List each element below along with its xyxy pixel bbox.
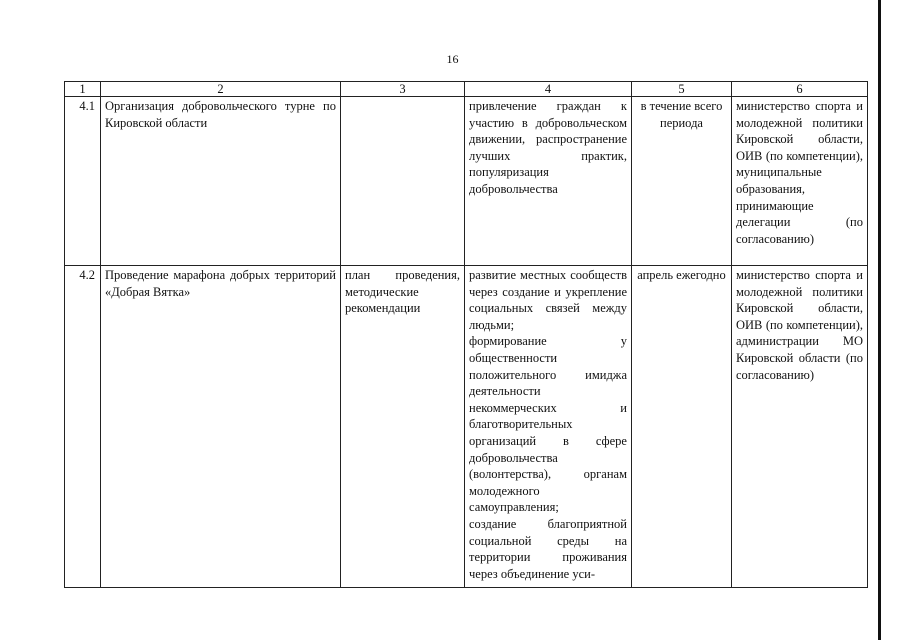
table-row <box>65 97 868 266</box>
goal-text: создание благоприятной социальной среды на территории проживания через объединение уси- <box>469 516 627 581</box>
scan-edge-bar <box>878 0 881 640</box>
event-term: апрель ежегодно <box>632 266 732 588</box>
event-form <box>341 97 465 266</box>
event-term: в течение всего периода <box>632 97 732 266</box>
event-executors: министерство спорта и молодежной политики Кировской области, ОИВ (по компетенции), администрации МО Кировской области (по согласованию) <box>732 266 868 588</box>
event-name: Проведение марафона добрых территорий «Добрая Вятка» <box>101 266 341 588</box>
row-number: 4.2 <box>65 266 101 588</box>
event-executors: министерство спорта и молодежной политики Кировской области, ОИВ (по компетенции), муниципальные образования, принимающие делегации (по согласованию) <box>732 97 868 266</box>
column-header: 6 <box>732 82 868 97</box>
page-number: 16 <box>446 52 459 66</box>
event-name: Организация добровольческого турне по Кировской области <box>101 97 341 266</box>
goal-text: формирование у общественности положительного имиджа деятельности некоммерческих и благотворительных организаций в сфере добровольчества (волонтерства), органам молодежного самоуправления; <box>469 334 627 515</box>
column-header: 5 <box>632 82 732 97</box>
goal-text: развитие местных сообществ через создание и укрепление социальных связей между людьми; <box>469 268 627 332</box>
event-form: план проведения, методические рекомендации <box>341 266 465 588</box>
table-header-row <box>65 82 868 97</box>
row-number: 4.1 <box>65 97 101 266</box>
plan-table <box>64 81 868 588</box>
column-header: 1 <box>65 82 101 97</box>
column-header: 4 <box>465 82 632 97</box>
column-header: 2 <box>101 82 341 97</box>
column-header: 3 <box>341 82 465 97</box>
table-row <box>65 266 868 588</box>
event-goals <box>465 97 632 266</box>
goal-text: привлечение граждан к участию в добровольческом движении, распространение лучших практик, популяризация добровольчества <box>469 99 627 196</box>
event-goals <box>465 266 632 588</box>
